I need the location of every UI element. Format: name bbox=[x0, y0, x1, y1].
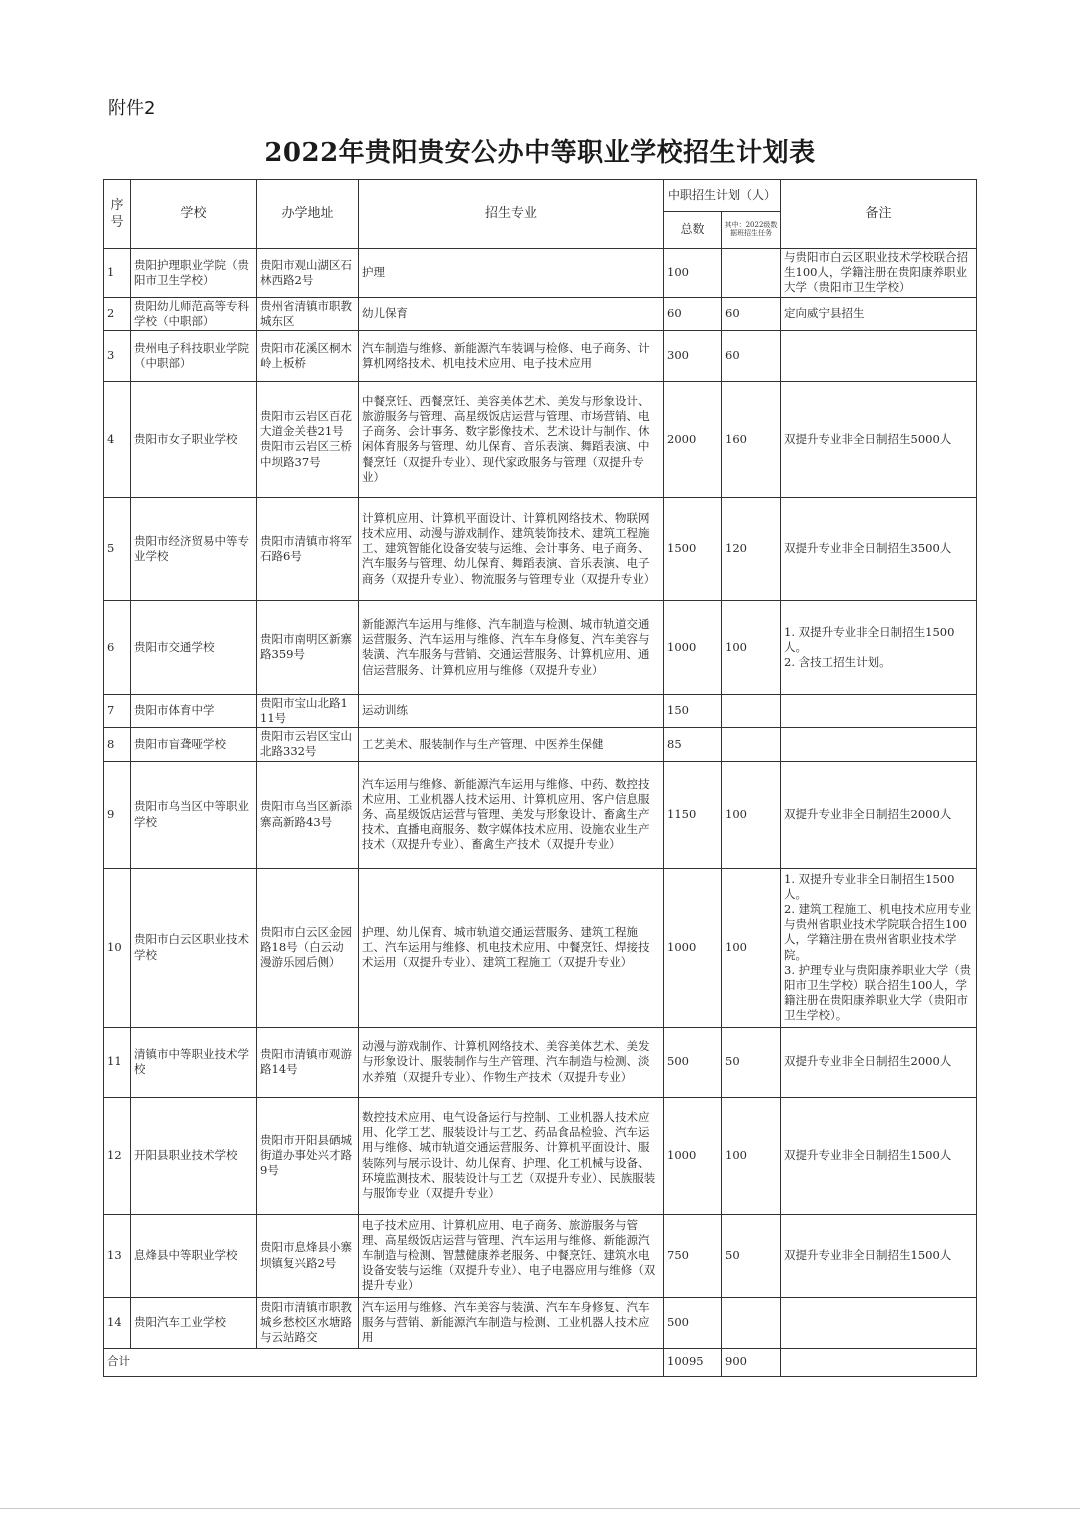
row-total: 500 bbox=[664, 1297, 722, 1348]
table-row bbox=[104, 330, 977, 381]
row-of-which: 160 bbox=[722, 381, 781, 497]
row-remarks bbox=[781, 694, 977, 727]
row-majors: 运动训练 bbox=[359, 694, 664, 727]
row-of-which: 100 bbox=[722, 868, 781, 1027]
row-seq: 4 bbox=[104, 381, 131, 497]
row-school: 贵阳市女子职业学校 bbox=[131, 381, 257, 497]
row-total: 500 bbox=[664, 1027, 722, 1097]
row-majors: 幼儿保育 bbox=[359, 297, 664, 330]
row-remarks: 双提升专业非全日制招生1500人 bbox=[781, 1214, 977, 1297]
table-row bbox=[104, 761, 977, 868]
row-school: 贵阳护理职业学院（贵阳市卫生学校） bbox=[131, 249, 257, 298]
row-total: 1000 bbox=[664, 600, 722, 694]
row-total: 1000 bbox=[664, 1097, 722, 1214]
row-address: 贵阳市开阳县硒城街道办事处兴才路9号 bbox=[257, 1097, 359, 1214]
table-body bbox=[104, 249, 977, 1349]
row-of-which bbox=[722, 1297, 781, 1348]
row-of-which: 120 bbox=[722, 497, 781, 600]
page-bottom-rule bbox=[0, 1508, 1080, 1509]
row-seq: 5 bbox=[104, 497, 131, 600]
total-sum: 10095 bbox=[664, 1348, 722, 1376]
row-school: 贵阳幼儿师范高等专科学校（中职部） bbox=[131, 297, 257, 330]
row-total: 300 bbox=[664, 330, 722, 381]
row-school: 贵阳市乌当区中等职业学校 bbox=[131, 761, 257, 868]
row-of-which: 60 bbox=[722, 330, 781, 381]
row-remarks bbox=[781, 1297, 977, 1348]
row-school: 贵阳市体育中学 bbox=[131, 694, 257, 727]
row-seq: 12 bbox=[104, 1097, 131, 1214]
row-school: 贵阳市白云区职业技术学校 bbox=[131, 868, 257, 1027]
header-total: 总数 bbox=[664, 212, 722, 249]
table-row bbox=[104, 868, 977, 1027]
row-seq: 2 bbox=[104, 297, 131, 330]
row-address: 贵州省清镇市职教城东区 bbox=[257, 297, 359, 330]
row-seq: 10 bbox=[104, 868, 131, 1027]
table-row bbox=[104, 1027, 977, 1097]
row-majors: 电子技术应用、计算机应用、电子商务、旅游服务与管理、高星级饭店运营与管理、汽车运用与维修、新能源汽车制造与检测、智慧健康养老服务、中餐烹饪、建筑水电设备安装与运维（双提升专业）、电子电器应用与维修（双提升专业） bbox=[359, 1214, 664, 1297]
table-row bbox=[104, 1214, 977, 1297]
row-school: 贵阳市交通学校 bbox=[131, 600, 257, 694]
row-total: 1150 bbox=[664, 761, 722, 868]
row-remarks bbox=[781, 330, 977, 381]
row-seq: 3 bbox=[104, 330, 131, 381]
row-remarks: 双提升专业非全日制招生3500人 bbox=[781, 497, 977, 600]
row-majors: 动漫与游戏制作、计算机网络技术、美容美体艺术、美发与形象设计、服装制作与生产管理、汽车制造与检测、淡水养殖（双提升专业）、作物生产技术（双提升专业） bbox=[359, 1027, 664, 1097]
table-row bbox=[104, 381, 977, 497]
row-total: 100 bbox=[664, 249, 722, 298]
row-majors: 中餐烹饪、西餐烹饪、美容美体艺术、美发与形象设计、旅游服务与管理、高星级饭店运营与管理、市场营销、电子商务、会计事务、数字影像技术、艺术设计与制作、休闲体育服务与管理、幼儿保育、音乐表演、舞蹈表演、中餐烹饪（双提升专业）、现代家政服务与管理（双提升专业） bbox=[359, 381, 664, 497]
row-total: 1000 bbox=[664, 868, 722, 1027]
row-of-which: 100 bbox=[722, 600, 781, 694]
header-remarks: 备注 bbox=[781, 180, 977, 249]
row-address: 贵阳市宝山北路111号 bbox=[257, 694, 359, 727]
row-address: 贵阳市南明区新寨路359号 bbox=[257, 600, 359, 694]
row-majors: 护理 bbox=[359, 249, 664, 298]
table-row bbox=[104, 1097, 977, 1214]
table-row bbox=[104, 694, 977, 727]
row-remarks: 与贵阳市白云区职业技术学校联合招生100人，学籍注册在贵阳康养职业大学（贵阳市卫生学校） bbox=[781, 249, 977, 298]
row-address: 贵阳市花溪区桐木岭上板桥 bbox=[257, 330, 359, 381]
row-of-which bbox=[722, 694, 781, 727]
table-row bbox=[104, 1297, 977, 1348]
row-of-which bbox=[722, 249, 781, 298]
row-of-which: 100 bbox=[722, 1097, 781, 1214]
row-total: 85 bbox=[664, 728, 722, 761]
row-seq: 7 bbox=[104, 694, 131, 727]
row-of-which: 50 bbox=[722, 1214, 781, 1297]
row-school: 贵州电子科技职业学院（中职部） bbox=[131, 330, 257, 381]
row-total: 2000 bbox=[664, 381, 722, 497]
table-row bbox=[104, 728, 977, 761]
row-majors: 计算机应用、计算机平面设计、计算机网络技术、物联网技术应用、动漫与游戏制作、建筑装饰技术、建筑工程施工、建筑智能化设备安装与运维、会计事务、电子商务、汽车服务与管理、幼儿保育、舞蹈表演、音乐表演、电子商务（双提升专业）、物流服务与管理专业（双提升专业） bbox=[359, 497, 664, 600]
row-remarks: 1. 双提升专业非全日制招生1500人。 2. 建筑工程施工、机电技术应用专业与贵州省职业技术学院联合招生100人，学籍注册在贵州省职业技术学院。 3. 护理专业与贵阳康养职业大学（贵阳市卫生学校）联合招生100人，学籍注册在贵阳康养职业大学（贵阳市卫生学校）。 bbox=[781, 868, 977, 1027]
row-address: 贵阳市息烽县小寨坝镇复兴路2号 bbox=[257, 1214, 359, 1297]
row-seq: 9 bbox=[104, 761, 131, 868]
row-remarks: 定向威宁县招生 bbox=[781, 297, 977, 330]
table-row bbox=[104, 600, 977, 694]
row-address: 贵阳市观山湖区石林西路2号 bbox=[257, 249, 359, 298]
header-majors: 招生专业 bbox=[359, 180, 664, 249]
attachment-label: 附件2 bbox=[108, 98, 156, 119]
enrollment-plan-table bbox=[103, 179, 977, 1377]
row-remarks bbox=[781, 728, 977, 761]
row-seq: 6 bbox=[104, 600, 131, 694]
row-seq: 13 bbox=[104, 1214, 131, 1297]
row-address: 贵阳市乌当区新添寨高新路43号 bbox=[257, 761, 359, 868]
row-of-which bbox=[722, 728, 781, 761]
row-remarks: 双提升专业非全日制招生2000人 bbox=[781, 761, 977, 868]
row-remarks: 双提升专业非全日制招生1500人 bbox=[781, 1097, 977, 1214]
row-address: 贵阳市云岩区百花大道金关巷21号 贵阳市云岩区三桥中坝路37号 bbox=[257, 381, 359, 497]
row-total: 60 bbox=[664, 297, 722, 330]
row-majors: 工艺美术、服装制作与生产管理、中医养生保健 bbox=[359, 728, 664, 761]
row-of-which: 60 bbox=[722, 297, 781, 330]
row-address: 贵阳市白云区金园路18号（白云动漫游乐园后侧） bbox=[257, 868, 359, 1027]
row-address: 贵阳市清镇市职教城乡愁校区水塘路与云站路交 bbox=[257, 1297, 359, 1348]
header-school: 学校 bbox=[131, 180, 257, 249]
row-school: 贵阳市经济贸易中等专业学校 bbox=[131, 497, 257, 600]
row-remarks: 双提升专业非全日制招生5000人 bbox=[781, 381, 977, 497]
row-majors: 新能源汽车运用与维修、汽车制造与检测、城市轨道交通运营服务、汽车运用与维修、汽车车身修复、汽车美容与装潢、汽车服务与营销、交通运营服务、计算机应用、通信运营服务、计算机应用与维修（双提升专业） bbox=[359, 600, 664, 694]
row-majors: 护理、幼儿保育、城市轨道交通运营服务、建筑工程施工、汽车运用与维修、机电技术应用、中餐烹饪、焊接技术运用（双提升专业）、建筑工程施工（双提升专业） bbox=[359, 868, 664, 1027]
total-remarks bbox=[781, 1348, 977, 1376]
row-majors: 数控技术应用、电气设备运行与控制、工业机器人技术应用、化学工艺、服装设计与工艺、药品食品检验、汽车运用与维修、城市轨道交通运营服务、计算机平面设计、服装陈列与展示设计、幼儿保育、护理、化工机械与设备、环境监测技术、服装设计与工艺（双提升专业）、民族服装与服饰专业（双提升专业） bbox=[359, 1097, 664, 1214]
row-total: 150 bbox=[664, 694, 722, 727]
row-school: 清镇市中等职业技术学校 bbox=[131, 1027, 257, 1097]
row-seq: 11 bbox=[104, 1027, 131, 1097]
row-school: 贵阳市盲聋哑学校 bbox=[131, 728, 257, 761]
row-school: 贵阳汽车工业学校 bbox=[131, 1297, 257, 1348]
header-plan-group: 中职招生计划（人） bbox=[664, 180, 781, 212]
row-remarks: 双提升专业非全日制招生2000人 bbox=[781, 1027, 977, 1097]
row-total: 750 bbox=[664, 1214, 722, 1297]
total-row bbox=[104, 1348, 977, 1376]
row-of-which: 50 bbox=[722, 1027, 781, 1097]
row-of-which: 100 bbox=[722, 761, 781, 868]
header-address: 办学地址 bbox=[257, 180, 359, 249]
row-total: 1500 bbox=[664, 497, 722, 600]
row-school: 息烽县中等职业学校 bbox=[131, 1214, 257, 1297]
table-row bbox=[104, 497, 977, 600]
row-school: 开阳县职业技术学校 bbox=[131, 1097, 257, 1214]
row-seq: 1 bbox=[104, 249, 131, 298]
total-label: 合计 bbox=[104, 1348, 664, 1376]
row-majors: 汽车制造与维修、新能源汽车装调与检修、电子商务、计算机网络技术、机电技术应用、电子技术应用 bbox=[359, 330, 664, 381]
row-majors: 汽车运用与维修、汽车美容与装潢、汽车车身修复、汽车服务与营销、新能源汽车制造与检测、工业机器人技术应用 bbox=[359, 1297, 664, 1348]
row-address: 贵阳市清镇市观游路14号 bbox=[257, 1027, 359, 1097]
row-address: 贵阳市云岩区宝山北路332号 bbox=[257, 728, 359, 761]
header-of-which: 其中：2022级数据班招生任务 bbox=[722, 212, 781, 249]
row-seq: 8 bbox=[104, 728, 131, 761]
row-majors: 汽车运用与维修、新能源汽车运用与维修、中药、数控技术应用、工业机器人技术运用、计算机应用、客户信息服务、高星级饭店运营与管理、美发与形象设计、畜禽生产技术、直播电商服务、数字媒体技术应用、设施农业生产技术（双提升专业）、畜禽生产技术（双提升专业） bbox=[359, 761, 664, 868]
document-title: 2022年贵阳贵安公办中等职业学校招生计划表 bbox=[264, 138, 816, 168]
row-seq: 14 bbox=[104, 1297, 131, 1348]
table-row bbox=[104, 249, 977, 298]
total-of-which: 900 bbox=[722, 1348, 781, 1376]
table-row bbox=[104, 297, 977, 330]
row-address: 贵阳市清镇市将军石路6号 bbox=[257, 497, 359, 600]
row-remarks: 1. 双提升专业非全日制招生1500人。 2. 含技工招生计划。 bbox=[781, 600, 977, 694]
header-seq: 序号 bbox=[104, 180, 131, 249]
